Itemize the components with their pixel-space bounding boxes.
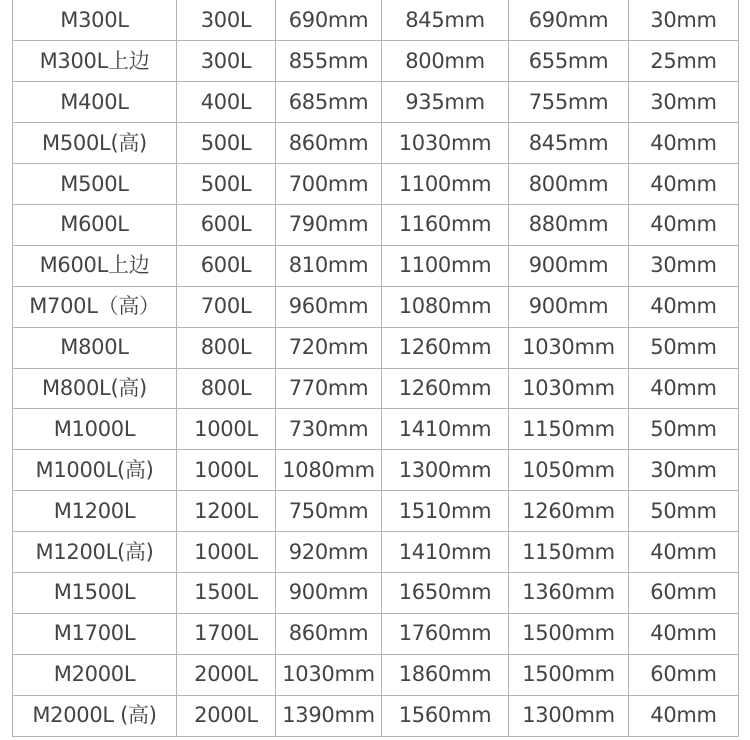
table-row (13, 368, 739, 409)
capacity-cell: 1500L (177, 572, 276, 613)
thickness-cell: 50mm (629, 327, 739, 368)
model-cell: M700L（高） (13, 286, 177, 327)
thickness-cell: 60mm (629, 572, 739, 613)
model-cell: M400L (13, 82, 177, 123)
model-cell: M500L (13, 164, 177, 205)
table-row (13, 0, 739, 41)
dimension-cell-3: 1030mm (509, 368, 629, 409)
dimension-cell-1: 960mm (276, 286, 382, 327)
model-cell: M2000L (13, 654, 177, 695)
dimension-cell-2: 1080mm (382, 286, 509, 327)
dimension-cell-1: 685mm (276, 82, 382, 123)
dimension-cell-2: 1760mm (382, 613, 509, 654)
dimension-cell-3: 845mm (509, 123, 629, 164)
table-row (13, 82, 739, 123)
dimension-cell-2: 1160mm (382, 204, 509, 245)
dimension-cell-3: 900mm (509, 245, 629, 286)
dimension-cell-3: 1500mm (509, 613, 629, 654)
dimension-cell-3: 800mm (509, 164, 629, 205)
model-cell: M1200L(高) (13, 532, 177, 573)
table-row (13, 613, 739, 654)
dimension-cell-1: 920mm (276, 532, 382, 573)
model-cell: M300L (13, 0, 177, 41)
capacity-cell: 1000L (177, 450, 276, 491)
thickness-cell: 60mm (629, 654, 739, 695)
dimension-cell-1: 690mm (276, 0, 382, 41)
model-cell: M300L上边 (13, 41, 177, 82)
model-cell: M800L(高) (13, 368, 177, 409)
dimension-cell-1: 1030mm (276, 654, 382, 695)
dimension-cell-2: 800mm (382, 41, 509, 82)
model-cell: M1700L (13, 613, 177, 654)
table-row (13, 491, 739, 532)
dimension-cell-3: 1150mm (509, 409, 629, 450)
table-row (13, 532, 739, 573)
dimension-cell-2: 1100mm (382, 245, 509, 286)
model-cell: M1000L (13, 409, 177, 450)
capacity-cell: 400L (177, 82, 276, 123)
thickness-cell: 40mm (629, 286, 739, 327)
dimension-cell-3: 1360mm (509, 572, 629, 613)
thickness-cell: 40mm (629, 613, 739, 654)
dimension-cell-2: 1650mm (382, 572, 509, 613)
dimension-cell-1: 750mm (276, 491, 382, 532)
dimension-cell-3: 690mm (509, 0, 629, 41)
dimension-cell-2: 1300mm (382, 450, 509, 491)
table-row (13, 245, 739, 286)
dimension-cell-3: 900mm (509, 286, 629, 327)
thickness-cell: 40mm (629, 695, 739, 736)
dimension-cell-3: 1260mm (509, 491, 629, 532)
spec-table-body (13, 0, 739, 736)
thickness-cell: 40mm (629, 532, 739, 573)
model-cell: M1200L (13, 491, 177, 532)
capacity-cell: 2000L (177, 695, 276, 736)
thickness-cell: 30mm (629, 0, 739, 41)
dimension-cell-3: 1150mm (509, 532, 629, 573)
thickness-cell: 50mm (629, 409, 739, 450)
dimension-cell-3: 755mm (509, 82, 629, 123)
thickness-cell: 40mm (629, 368, 739, 409)
capacity-cell: 300L (177, 0, 276, 41)
spec-table (12, 0, 739, 737)
dimension-cell-1: 730mm (276, 409, 382, 450)
dimension-cell-1: 790mm (276, 204, 382, 245)
dimension-cell-1: 860mm (276, 123, 382, 164)
dimension-cell-1: 860mm (276, 613, 382, 654)
capacity-cell: 800L (177, 368, 276, 409)
capacity-cell: 300L (177, 41, 276, 82)
thickness-cell: 40mm (629, 204, 739, 245)
capacity-cell: 1700L (177, 613, 276, 654)
dimension-cell-2: 1100mm (382, 164, 509, 205)
capacity-cell: 600L (177, 204, 276, 245)
dimension-cell-1: 700mm (276, 164, 382, 205)
dimension-cell-2: 1260mm (382, 327, 509, 368)
thickness-cell: 30mm (629, 245, 739, 286)
capacity-cell: 1000L (177, 532, 276, 573)
model-cell: M800L (13, 327, 177, 368)
dimension-cell-3: 1300mm (509, 695, 629, 736)
thickness-cell: 30mm (629, 82, 739, 123)
table-row (13, 164, 739, 205)
capacity-cell: 1200L (177, 491, 276, 532)
thickness-cell: 30mm (629, 450, 739, 491)
table-row (13, 409, 739, 450)
dimension-cell-1: 810mm (276, 245, 382, 286)
model-cell: M500L(高) (13, 123, 177, 164)
dimension-cell-3: 1050mm (509, 450, 629, 491)
thickness-cell: 50mm (629, 491, 739, 532)
model-cell: M600L上边 (13, 245, 177, 286)
dimension-cell-1: 1390mm (276, 695, 382, 736)
capacity-cell: 800L (177, 327, 276, 368)
table-row (13, 123, 739, 164)
table-row (13, 654, 739, 695)
table-row (13, 450, 739, 491)
thickness-cell: 40mm (629, 164, 739, 205)
dimension-cell-2: 845mm (382, 0, 509, 41)
model-cell: M2000L (高) (13, 695, 177, 736)
thickness-cell: 25mm (629, 41, 739, 82)
table-row (13, 695, 739, 736)
dimension-cell-1: 1080mm (276, 450, 382, 491)
dimension-cell-3: 1030mm (509, 327, 629, 368)
model-cell: M600L (13, 204, 177, 245)
table-row (13, 327, 739, 368)
dimension-cell-1: 855mm (276, 41, 382, 82)
table-row (13, 204, 739, 245)
capacity-cell: 600L (177, 245, 276, 286)
capacity-cell: 700L (177, 286, 276, 327)
model-cell: M1500L (13, 572, 177, 613)
capacity-cell: 2000L (177, 654, 276, 695)
dimension-cell-2: 1030mm (382, 123, 509, 164)
dimension-cell-3: 1500mm (509, 654, 629, 695)
dimension-cell-3: 880mm (509, 204, 629, 245)
capacity-cell: 500L (177, 164, 276, 205)
capacity-cell: 1000L (177, 409, 276, 450)
dimension-cell-2: 1560mm (382, 695, 509, 736)
dimension-cell-1: 900mm (276, 572, 382, 613)
dimension-cell-2: 1410mm (382, 532, 509, 573)
thickness-cell: 40mm (629, 123, 739, 164)
table-row (13, 572, 739, 613)
dimension-cell-1: 720mm (276, 327, 382, 368)
capacity-cell: 500L (177, 123, 276, 164)
model-cell: M1000L(高) (13, 450, 177, 491)
dimension-cell-2: 935mm (382, 82, 509, 123)
dimension-cell-1: 770mm (276, 368, 382, 409)
dimension-cell-2: 1410mm (382, 409, 509, 450)
table-row (13, 286, 739, 327)
dimension-cell-2: 1860mm (382, 654, 509, 695)
dimension-cell-2: 1510mm (382, 491, 509, 532)
dimension-cell-3: 655mm (509, 41, 629, 82)
dimension-cell-2: 1260mm (382, 368, 509, 409)
table-row (13, 41, 739, 82)
